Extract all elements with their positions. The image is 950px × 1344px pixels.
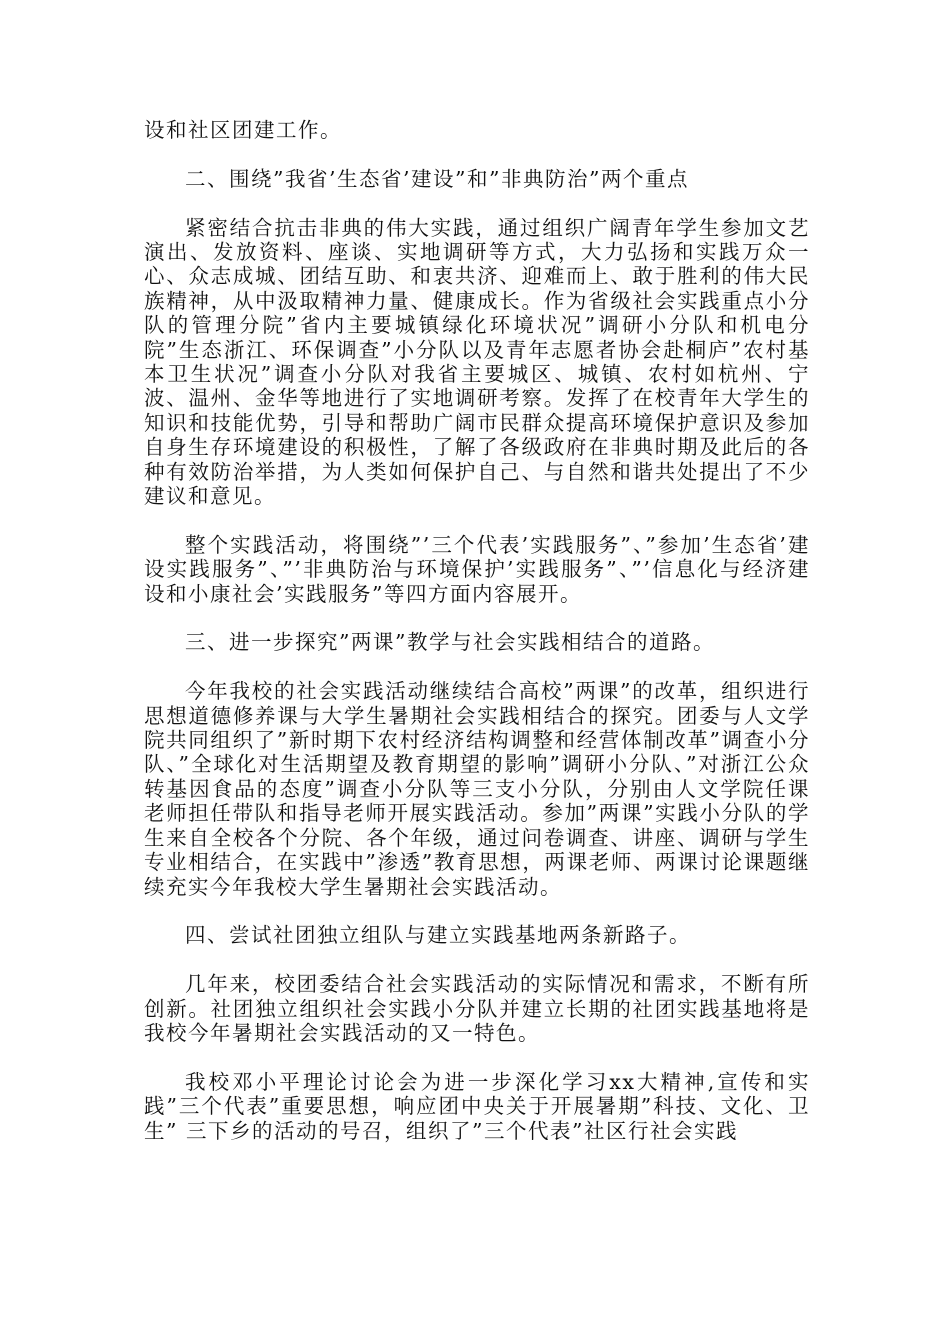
- paragraph-gap: [144, 948, 810, 972]
- paragraph-gap: [144, 508, 810, 532]
- paragraph-gap: [144, 191, 810, 215]
- paragraph-two-courses: 今年我校的社会实践活动继续结合高校”两课”的改革，组织进行思想道德修养课与大学生暑期社会实践相结合的探究。团委与人文学院共同组织了”新时期下农村经济结构调整和经营体制改革”调查小分队、”全球化对生活期望及教育期望的影响”调研小分队、”对浙江公众转基因食品的态度”调查小分队等三支小分队，分别由人文学院任课老师担任带队和指导老师开展实践活动。参加”两课”实践小分队的学生来自全校各个分院、各个年级，通过问卷调查、讲座、调研与学生专业相结合，在实践中”渗透”教育思想，两课老师、两课讨论课题继续充实今年我校大学生暑期社会实践活动。: [144, 679, 810, 899]
- section-heading-4: 四、尝试社团独立组队与建立实践基地两条新路子。: [185, 923, 691, 948]
- paragraph-gap: [144, 899, 810, 923]
- paragraph-continuation: 设和社区团建工作。: [144, 118, 342, 142]
- section-heading-2: 二、围绕”我省’生态省’建设”和”非典防治”两个重点: [185, 166, 689, 191]
- section-heading-3: 三、进一步探究”两课”教学与社会实践相结合的道路。: [185, 630, 715, 655]
- paragraph-deng-theory-society: 我校邓小平理论讨论会为进一步深化学习xx大精神,宣传和实践”三个代表”重要思想，响应团中央关于开展暑期”科技、文化、卫生” 三下乡的活动的号召，组织了”三个代表”社区行社会实践: [144, 1069, 810, 1143]
- paragraph-practice-overview: 整个实践活动，将围绕”’三个代表’实践服务”、”参加’生态省’建设实践服务”、”’非典防治与环境保护’实践服务”、”’信息化与经济建设和小康社会’实践服务”等四方面内容展开。: [144, 532, 810, 606]
- paragraph-gap: [144, 655, 810, 679]
- paragraph-society-teams: 几年来，校团委结合社会实践活动的实际情况和需求，不断有所创新。社团独立组织社会实践小分队并建立长期的社团实践基地将是我校今年暑期社会实践活动的又一特色。: [144, 972, 810, 1045]
- paragraph-gap: [144, 606, 810, 630]
- paragraph-gap: [144, 1045, 810, 1069]
- paragraph-gap: [144, 142, 810, 166]
- paragraph-anti-sars-practice: 紧密结合抗击非典的伟大实践，通过组织广阔青年学生参加文艺演出、发放资料、座谈、实地调研等方式，大力弘扬和实践万众一心、众志成城、团结互助、和衷共济、迎难而上、敢于胜利的伟大民族精神，从中汲取精神力量、健康成长。作为省级社会实践重点小分队的管理分院”省内主要城镇绿化环境状况”调研小分队和机电分院”生态浙江、环保调查”小分队以及青年志愿者协会赴桐庐”农村基本卫生状况”调查小分队对我省主要城区、城镇、农村如杭州、宁波、温州、金华等地进行了实地调研考察。发挥了在校青年大学生的知识和技能优势，引导和帮助广阔市民群众提高环境保护意识及参加自身生存环境建设的积极性，了解了各级政府在非典时期及此后的各种有效防治举措，为人类如何保护自己、与自然和谐共处提出了不少建议和意见。: [144, 215, 810, 509]
- document-page: [144, 118, 810, 1143]
